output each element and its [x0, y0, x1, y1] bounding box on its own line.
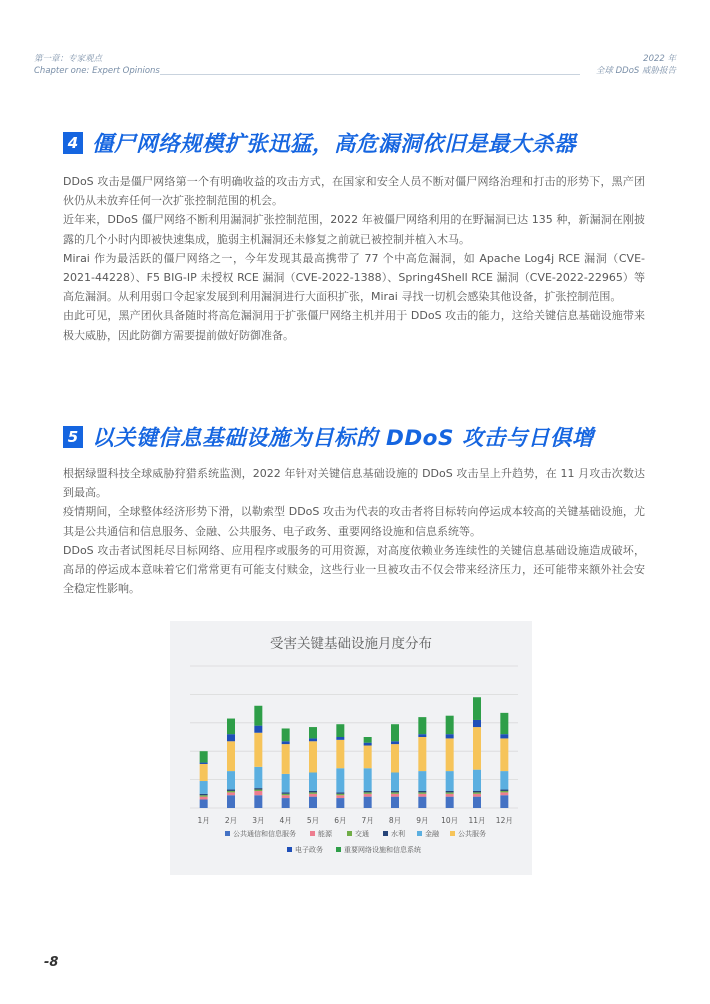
bar-segment [418, 737, 426, 771]
bar-segment [500, 792, 508, 795]
bar-segment [254, 795, 262, 808]
bar-segment [473, 791, 481, 792]
x-tick-label: 2月 [224, 816, 238, 825]
legend-label: 能源 [318, 830, 332, 838]
bar-segment [391, 744, 399, 772]
bar-segment [227, 719, 235, 735]
legend-swatch [225, 831, 230, 836]
paragraph: 疫情期间，全球整体经济形势下滑，以勒索型 DDoS 攻击为代表的攻击者将目标转向停运成本较高的关键基础设施，尤其是公共通信和信息服务、金融、公共服务、电子政务、重要网络设施和信息系统等。 [63, 505, 645, 538]
bar-segment [364, 746, 372, 769]
bar-segment [364, 791, 372, 792]
bar-segment [418, 717, 426, 734]
bar-segment [282, 798, 290, 808]
section-4-heading [63, 127, 576, 158]
bar-segment [227, 771, 235, 789]
page-number: -8 [44, 955, 59, 970]
bar-segment [227, 741, 235, 771]
bar-segment [336, 740, 344, 768]
x-tick-label: 1月 [197, 816, 210, 825]
bar-segment [446, 797, 454, 808]
bar-segment [446, 792, 454, 793]
bar-segment [200, 763, 208, 764]
bar-segment [446, 716, 454, 734]
bar-segment [418, 792, 426, 793]
legend-label: 重要网络设施和信息系统 [344, 846, 421, 854]
paragraph: 近年来，DDoS 僵尸网络不断利用漏洞扩张控制范围，2022 年被僵尸网络利用的在野漏洞已达 135 种，新漏洞在刚披露的几个小时内即被快速集成，脆弱主机漏洞还未修复之前就已被控制并植入木马。 [63, 213, 645, 246]
legend-label: 电子政务 [295, 846, 323, 854]
bar-segment [418, 794, 426, 797]
bar-segment [309, 797, 317, 808]
x-tick-label: 4月 [279, 816, 292, 825]
bar-segment [309, 794, 317, 797]
paragraph: DDoS 攻击者试图耗尽目标网络、应用程序或服务的可用资源，对高度依赖业务连续性的关键信息基础设施造成破坏，高昂的停运成本意味着它们常常更有可能支付赎金，这些行业一旦被攻击不仅会带来经济压力，还可能带来额外社会安全稳定性影响。 [63, 543, 645, 596]
bar-segment [200, 751, 208, 762]
bar-segment [391, 791, 399, 792]
bar-segment [200, 764, 208, 781]
bar-segment [254, 767, 262, 788]
bar-segment [254, 726, 262, 733]
bar-segment [309, 738, 317, 741]
legend-swatch [310, 831, 315, 836]
bar-segment [254, 791, 262, 795]
section-5-heading [63, 421, 594, 452]
bar-segment [336, 792, 344, 793]
bar-segment [473, 727, 481, 770]
bar-segment [418, 791, 426, 792]
bar-segment [418, 771, 426, 791]
paragraph: 由此可见，黑产团伙具备随时将高危漏洞用于扩张僵尸网络主机并用于 DDoS 攻击的能力，这给关键信息基础设施带来极大威胁，因此防御方需要提前做好防御准备。 [63, 309, 645, 342]
bar-segment [473, 697, 481, 720]
bar-segment [336, 768, 344, 792]
bar-segment [500, 791, 508, 792]
bar-segment [364, 792, 372, 793]
bar-segment [500, 795, 508, 808]
bar-segment [446, 794, 454, 797]
header-rule [160, 74, 580, 75]
bar-segment [446, 791, 454, 792]
bar-segment [446, 734, 454, 738]
x-tick-label: 9月 [416, 816, 429, 825]
bar-segment [391, 773, 399, 791]
bar-segment [364, 797, 372, 808]
legend-label: 金融 [425, 830, 439, 838]
bar-segment [282, 744, 290, 774]
bar-segment [227, 790, 235, 791]
section-5-body [63, 464, 645, 598]
bar-segment [309, 773, 317, 791]
bar-segment [391, 794, 399, 797]
x-tick-label: 10月 [441, 816, 459, 825]
bar-segment [391, 741, 399, 744]
bar-segment [227, 791, 235, 792]
bar-segment [254, 733, 262, 767]
chart-title: 受害关键基础设施月度分布 [270, 636, 432, 652]
bar-segment [473, 792, 481, 793]
legend-label: 交通 [355, 830, 369, 838]
bar-segment [336, 798, 344, 808]
bar-segment [254, 706, 262, 726]
legend-swatch [287, 847, 292, 852]
bar-segment [364, 768, 372, 791]
bar-segment [254, 788, 262, 789]
x-tick-label: 5月 [306, 816, 320, 825]
bar-segment [500, 738, 508, 771]
bar-segment [309, 741, 317, 772]
bar-segment [336, 794, 344, 795]
bar-segment [336, 795, 344, 798]
bar-segment [200, 797, 208, 800]
bar-segment [336, 724, 344, 737]
bar-segment [364, 737, 372, 743]
x-tick-label: 12月 [495, 816, 513, 825]
section-5-title: 以关键信息基础设施为目标的 DDoS 攻击与日俱增 [92, 426, 594, 451]
bar-segment [446, 771, 454, 791]
bar-segment [391, 724, 399, 741]
chart-canvas [170, 621, 532, 875]
bar-segment [500, 713, 508, 734]
bar-segment [500, 790, 508, 791]
section-5-number: 5 [63, 426, 83, 448]
bar-segment [364, 794, 372, 797]
header-chapter [34, 53, 160, 77]
bar-segment [473, 797, 481, 808]
section-4-title: 僵尸网络规模扩张迅猛，高危漏洞依旧是最大杀器 [92, 132, 577, 157]
legend-swatch [347, 831, 352, 836]
bar-segment [336, 737, 344, 740]
bar-segment [309, 791, 317, 792]
monthly-distribution-chart [170, 621, 532, 875]
legend-swatch [450, 831, 455, 836]
bar-segment [309, 727, 317, 738]
bar-segment [473, 720, 481, 727]
legend-swatch [417, 831, 422, 836]
bar-segment [473, 770, 481, 791]
legend-label: 公共通信和信息服务 [233, 830, 296, 838]
bar-segment [282, 794, 290, 795]
legend-label: 公共服务 [458, 830, 486, 838]
bar-segment [200, 799, 208, 808]
bar-segment [500, 771, 508, 789]
bar-segment [282, 792, 290, 793]
bar-segment [282, 795, 290, 798]
bar-segment [200, 795, 208, 796]
paragraph: 根据绿盟科技全球威胁狩猎系统监测，2022 年针对关键信息基础设施的 DDoS 攻击呈上升趋势，在 11 月攻击次数达到最高。 [63, 467, 645, 500]
x-tick-label: 8月 [388, 816, 402, 825]
bar-segment [364, 743, 372, 746]
header-report-title: 全球 DDoS 威胁报告 [595, 66, 676, 76]
x-tick-label: 3月 [252, 816, 265, 825]
legend-label: 水利 [391, 830, 405, 838]
header-year: 2022 年 [643, 54, 676, 64]
bar-segment [418, 797, 426, 808]
x-tick-label: 11月 [468, 816, 486, 825]
bar-segment [500, 734, 508, 738]
bar-segment [282, 728, 290, 741]
bar-segment [391, 797, 399, 808]
bar-segment [418, 734, 426, 737]
bar-segment [446, 738, 454, 771]
x-tick-label: 6月 [334, 816, 347, 825]
bar-segment [473, 794, 481, 797]
bar-segment [309, 792, 317, 793]
section-4-number: 4 [63, 132, 83, 154]
bar-segment [227, 734, 235, 741]
header-chapter-cn: 第一章：专家观点 [34, 54, 103, 64]
paragraph: Mirai 作为最活跃的僵尸网络之一，今年发现其最高携带了 77 个中高危漏洞，如 Apache Log4j RCE 漏洞（CVE-2021-44228）、F5 BIG-IP 未授权 RCE 漏洞（CVE-2022-1388）、Spring4Shell RCE 漏洞（CVE-2022-22965）等高危漏洞。从利用弱口令起家发展到利用漏洞进行大面积扩张，Mirai 寻找一切机会感染其他设备，扩张控制范围。 [63, 251, 645, 304]
bar-segment [282, 741, 290, 744]
bar-segment [391, 792, 399, 793]
bar-segment [200, 781, 208, 794]
bar-segment [254, 790, 262, 791]
bar-segment [227, 795, 235, 808]
bar-segment [282, 774, 290, 792]
bar-segment [200, 794, 208, 795]
legend-swatch [383, 831, 388, 836]
header-chapter-en: Chapter one: Expert Opinions [34, 66, 160, 76]
legend-swatch [336, 847, 341, 852]
paragraph: DDoS 攻击是僵尸网络第一个有明确收益的攻击方式，在国家和安全人员不断对僵尸网络治理和打击的形势下，黑产团伙仍从未放弃任何一次扩张控制范围的机会。 [63, 175, 645, 208]
section-4-body [63, 172, 645, 345]
bar-segment [227, 792, 235, 795]
header-report [596, 53, 676, 77]
x-tick-label: 7月 [361, 816, 374, 825]
